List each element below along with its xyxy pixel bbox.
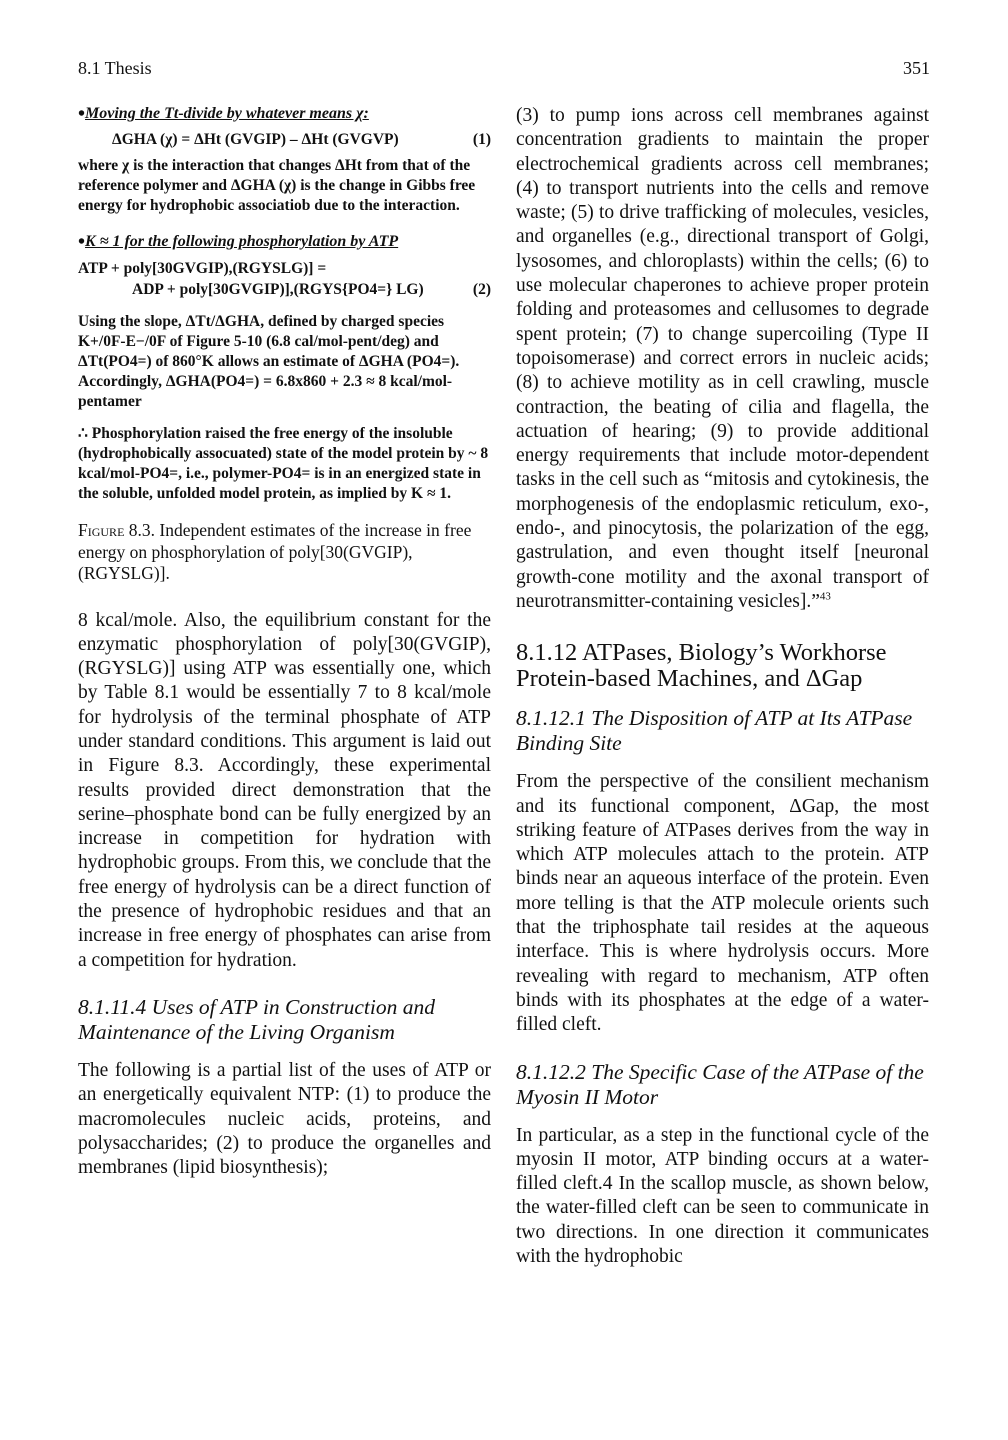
figure-bullet-1: [78, 104, 491, 124]
equation-2: [78, 258, 491, 300]
figure-bullet-2-heading: K ≈ 1 for the following phosphorylation by ATP: [85, 233, 399, 250]
heading-8-1-12-2: 8.1.12.2 The Specific Case of the ATPase of the Myosin II Motor: [516, 1059, 924, 1109]
running-header-section: 8.1 Thesis: [78, 58, 152, 78]
heading-8-1-12-1: 8.1.12.1 The Disposition of ATP at Its ATPase Binding Site: [516, 706, 913, 756]
equation-2-number: (2): [472, 281, 491, 298]
right-column: [516, 104, 929, 1269]
figure-bullet-1-heading: Moving the Tt-divide by whatever means χ:: [85, 105, 369, 122]
reference-43: 43: [819, 590, 831, 603]
equation-2-line-2-row: [78, 279, 491, 300]
equation-2-line-2: ADP + poly[30GVGIP)],(RGYS{PO4=} LG): [132, 281, 424, 298]
figure-caption: [78, 520, 491, 585]
heading-8-1-12: 8.1.12 ATPases, Biology’s Workhorse Protein-based Machines, and ΔGap: [516, 639, 887, 693]
right-paragraph-2: From the perspective of the consilient mechanism and its functional component, ΔGap, the most striking feature of ATPases derives from the way in which ATP molecules attach to the protein. ATP binds near an aqueous interface of the protein. Even more telling is that the ATP molecule orients such that the triphosphate tail resides at the aqueous interface. This is where hydrolysis occurs. More revealing with regard to mechanism, ATP often binds with its phosphates at the edge of a water-filled cleft.: [516, 771, 929, 1036]
equation-2-line-1: ATP + poly[30GVGIP),(RGYSLG)] =: [78, 260, 327, 277]
figure-caption-text: Independent estimates of the increase in free energy on phosphorylation of poly[30(GVGIP), (RGYSLG)].: [78, 520, 472, 583]
equation-1-note: where χ is the interaction that changes ΔHt from that of the reference polymer and ΔGHA (χ) is the change in Gibbs free energy for hydrophobic associatiob due to the interaction.: [78, 157, 476, 214]
left-paragraph-2: The following is a partial list of the uses of ATP or an energetically equivalent NTP: (1) to produce the macromolecules nucleic acids, proteins, and polysaccharides; (2) to produce the organelles and membranes (lipid biosynthesis);: [78, 1059, 491, 1179]
running-header: [78, 58, 930, 84]
right-paragraph-1: [516, 104, 929, 614]
figure-slope-text: Using the slope, ΔTt/ΔGHA, defined by charged species K+/0F-E−/0F of Figure 5-10 (6.8 cal/mol-pent/deg) and ΔTt(PO4=) of 860°K allows an estimate of ΔGHA (PO4=). Accordingly, ΔGHA(PO4=) = 6.8x860 + 2.3 ≈ 8 kcal/mol-pentamer: [78, 313, 460, 410]
right-paragraph-3: In particular, as a step in the functional cycle of the myosin II motor, ATP binding occurs at a water-filled cleft.4 In the scallop muscle, as shown below, the water-filled cleft can be seen to communicate in two directions. In one direction it communicates with the hydrophobic: [516, 1124, 929, 1267]
figure-8-3: [78, 104, 491, 504]
figure-bullet-2: [78, 232, 491, 252]
figure-caption-label: Figure 8.3.: [78, 520, 156, 540]
right-paragraph-1-text: (3) to pump ions across cell membranes against concentration gradients to maintain the proper electrochemical gradients across cell membranes; (4) to transport nutrients into the cells and remove waste; (5) to drive trafficking of molecules, vesicles, and organelles (e.g., directional transport of Golgi, lysosomes, and chloroplasts) within the cells; (6) to use molecular chaperones to achieve proper protein folding and proteasomes and cellusomes to degrade spent protein; (7) to change supercoiling (Type II topoisomerase) and correct errors in nucleic acids; (8) to achieve motility as in cell crawling, muscle contraction, the beating of cilia and flagella, the actuation of hearing; (9) to provide additional energy requirements that include motor-dependent tasks in the cell such as “mitosis and cytokinesis, the morphogenesis of the endoplasmic reticulum, exo-, endo-, and pinocytosis, the polarization of the egg, gastrulation, and even thought itself [neuronal growth-cone motility and the axonal transport of neurotransmitter-containing vesicles].”: [516, 105, 929, 612]
left-column: [78, 104, 491, 1180]
heading-8-1-11-4: 8.1.11.4 Uses of ATP in Construction and Maintenance of the Living Organism: [78, 994, 435, 1044]
equation-1-number: (1): [472, 131, 491, 148]
bullet-icon: •: [78, 231, 86, 253]
left-paragraph-1: 8 kcal/mole. Also, the equilibrium constant for the enzymatic phosphorylation of poly[30(GVGIP),(RGYSLG)] using ATP was essentially one, which by Table 8.1 would be essentially 7 to 8 kcal/mole for hydrolysis of the terminal phosphate of ATP under standard conditions. This argument is laid out in Figure 8.3. Accordingly, these experimental results provided direct demonstration that the serine–phosphate bond can be fully energized by an increase in competition for hydration with hydrophobic groups. From this, we conclude that the free energy of hydrolysis can be a direct function of the presence of hydrophobic residues and that an increase in free energy of phosphates can arise from a competition for hydration.: [78, 609, 491, 971]
figure-conclusion-text: ∴ Phosphorylation raised the free energy of the insoluble (hydrophobically assocuated) state of the model protein by ~ 8 kcal/mol-PO4=, i.e., polymer-PO4= is in an energized state in the soluble, unfolded model protein, as implied by K ≈ 1.: [78, 425, 489, 502]
equation-1-text: ΔGHA (χ) = ΔHt (GVGIP) – ΔHt (GVGVP): [112, 131, 399, 148]
page-number: 351: [903, 58, 930, 78]
equation-1: [78, 130, 491, 150]
bullet-icon: •: [78, 103, 86, 125]
